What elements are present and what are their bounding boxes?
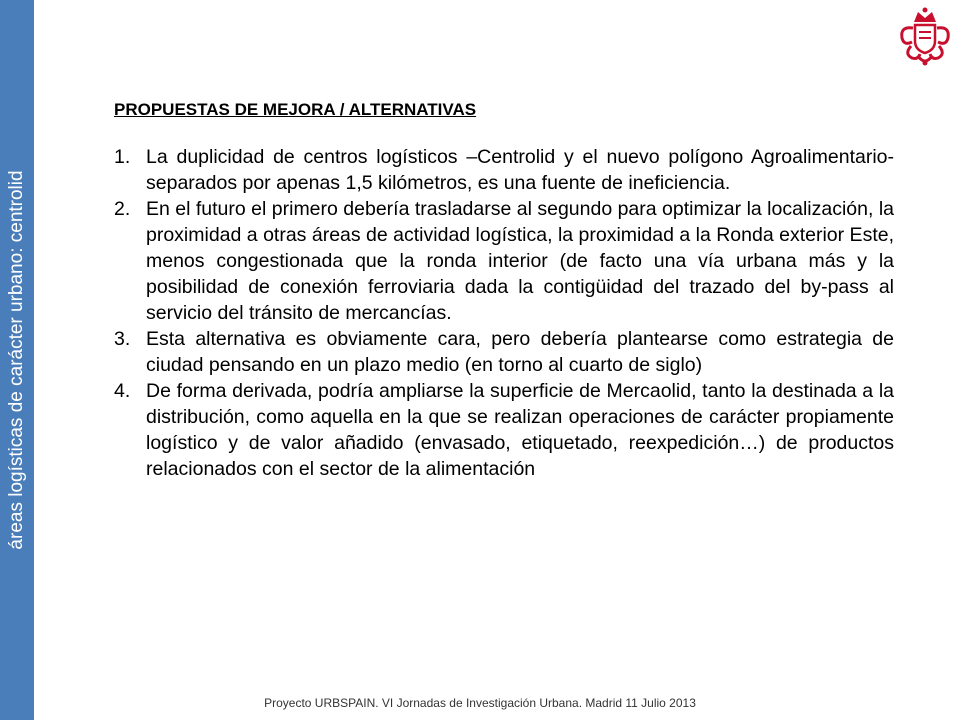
list-item <box>114 144 894 196</box>
coat-of-arms-icon <box>894 6 956 68</box>
item-number: 2. <box>114 198 131 220</box>
item-number: 4. <box>114 380 131 402</box>
list-item <box>114 196 894 326</box>
item-text: De forma derivada, podría ampliarse la superficie de Mercaolid, tanto la destinada a la distribución, como aquella en la que se realizan operaciones de carácter propiamente logístico y de valor añadido (envasado, etiquetado, reexpedición…) de productos relacionados con el sector de la alimentación <box>146 380 894 480</box>
item-number: 3. <box>114 328 131 350</box>
section-heading: PROPUESTAS DE MEJORA / ALTERNATIVAS <box>114 100 477 119</box>
proposal-list <box>114 144 894 482</box>
item-text: La duplicidad de centros logísticos –Centrolid y el nuevo polígono Agroalimentario- separados por apenas 1,5 kilómetros, es una fuente de ineficiencia. <box>146 146 894 194</box>
side-bar <box>0 0 34 720</box>
item-text: Esta alternativa es obviamente cara, pero debería plantearse como estrategia de ciudad pensando en un plazo medio (en torno al cuarto de siglo) <box>146 328 894 376</box>
main-content <box>114 100 894 482</box>
item-text: En el futuro el primero debería trasladarse al segundo para optimizar la localización, la proximidad a otras áreas de actividad logística, la proximidad a la Ronda exterior Este, menos congestionada que la ronda interior (de facto una vía urbana más y la posibilidad de conexión ferroviaria dada la contigüidad del trazado del by-pass al servicio del tránsito de mercancías. <box>146 198 894 324</box>
side-title: áreas logísticas de carácter urbano: centrolid <box>6 170 27 550</box>
item-number: 1. <box>114 146 131 168</box>
list-item <box>114 378 894 482</box>
list-item <box>114 326 894 378</box>
footer-text: Proyecto URBSPAIN. VI Jornadas de Investigación Urbana. Madrid 11 Julio 2013 <box>264 696 696 710</box>
